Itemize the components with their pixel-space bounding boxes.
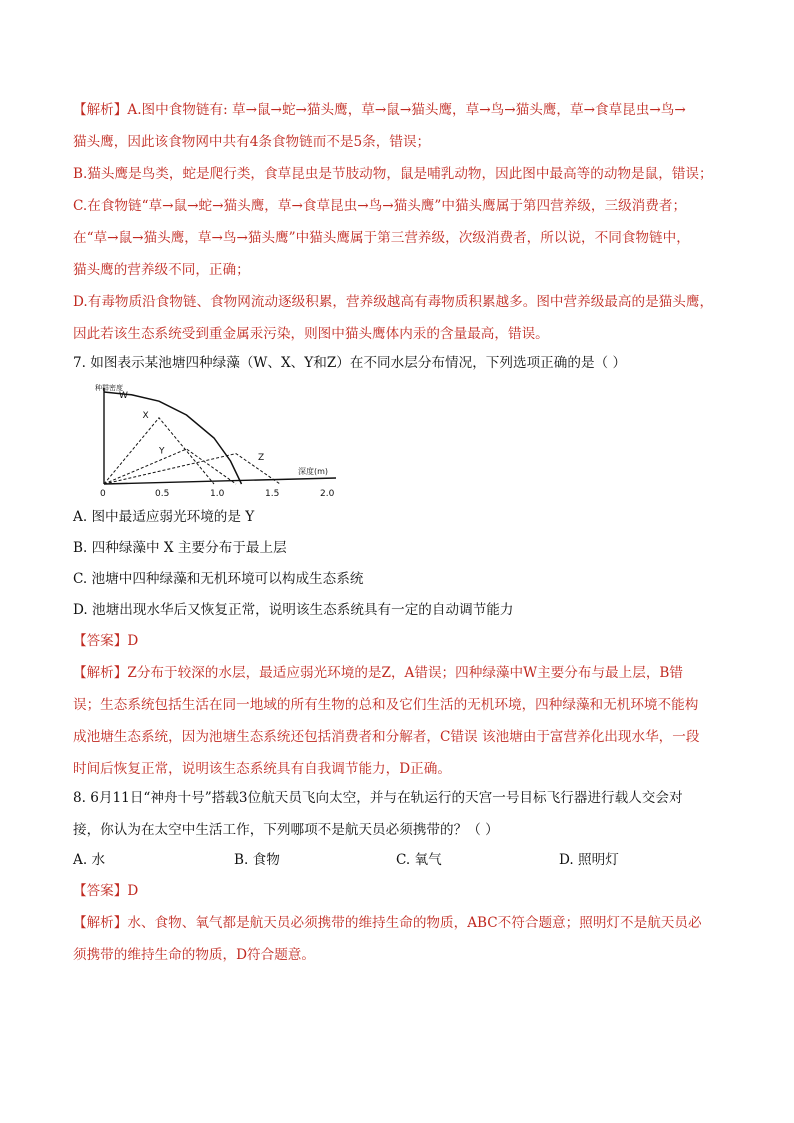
- q7-analysis-line-3: 成池塘生态系统，因为池塘生态系统还包括消费者和分解者，C错误 该池塘由于富营养化出现水华，一段: [73, 729, 700, 745]
- q8-option-c: C. 氧气: [396, 852, 442, 868]
- chart-x-tick-label: 0.5: [155, 489, 170, 498]
- q7-analysis-line-2: 误；生态系统包括生活在同一地域的所有生物的总和及它们生活的无机环境，四种绿藻和无机环境不能构: [73, 697, 699, 713]
- chart-x-axis: [104, 478, 336, 484]
- q6-analysis-line-3: B.猫头鹰是鸟类，蛇是爬行类，食草昆虫是节肢动物，鼠是哺乳动物，因此图中最高等的动物是鼠，错误；: [73, 166, 713, 182]
- analysis-tag: 【解析】: [73, 102, 128, 118]
- q8-stem-line-2: 接，你认为在太空中生活工作，下列哪项不是航天员必须携带的？（ ）: [73, 822, 499, 838]
- q8-option-d: D. 照明灯: [559, 852, 619, 868]
- analysis-tag: 【解析】: [73, 915, 128, 931]
- q8-answer: [73, 882, 138, 900]
- q7-analysis-line-4: 时间后恢复正常，说明该生态系统具有自我调节能力，D正确。: [73, 761, 451, 777]
- chart-x-ticks: [100, 489, 335, 498]
- q8-analysis-line-1: 【解析】水、食物、氧气都是航天员必须携带的维持生命的物质，ABC不符合题意；照明灯不是航天员必: [73, 915, 702, 931]
- q6-analysis-line-5: 在“草→鼠→猫头鹰，草→鸟→猫头鹰”中猫头鹰属于第三营养级，次级消费者，所以说，不同食物链中，: [73, 230, 690, 246]
- chart-series-w-label: W: [119, 391, 128, 401]
- q7-stem: 7. 如图表示某池塘四种绿藻（W、X、Y和Z）在不同水层分布情况，下列选项正确的是（ ）: [73, 355, 627, 371]
- chart-series-z-label: Z: [258, 453, 265, 464]
- q7-option-a: A. 图中最适应弱光环境的是 Y: [73, 509, 255, 525]
- q6-analysis-line-4: C.在食物链“草→鼠→蛇→猫头鹰，草→食草昆虫→鸟→猫头鹰”中猫头鹰属于第四营养级，三级消费者；: [73, 198, 687, 214]
- chart-x-tick-label: 1.0: [210, 489, 225, 498]
- analysis-tag: 【解析】: [73, 665, 128, 681]
- q7-answer: [73, 632, 138, 650]
- q7-answer-value: D: [127, 633, 139, 649]
- q6-analysis-line-8: 因此若该生态系统受到重金属汞污染，则图中猫头鹰体内汞的含量最高，错误。: [73, 326, 549, 342]
- q6-analysis-line-7: D.有毒物质沿食物链、食物网流动逐级积累，营养级越高有毒物质积累越多。图中营养级最高的是猫头鹰，: [73, 294, 714, 310]
- q6-analysis-line-2: 猫头鹰，因此该食物网中共有4条食物链而不是5条，错误；: [73, 134, 431, 150]
- q8-stem-line-1: 8. 6月11日“神舟十号”搭载3位航天员飞向太空，并与在轨运行的天宫一号目标飞行器进行载人交会对: [73, 790, 683, 806]
- chart-x-tick-label: 1.5: [265, 489, 280, 498]
- chart-x-tick-label: 0: [100, 489, 106, 498]
- algae-depth-chart: [92, 380, 342, 498]
- chart-series-y-line: [104, 446, 236, 484]
- q6-analysis-line-1: 【解析】A.图中食物链有: 草→鼠→蛇→猫头鹰，草→鼠→猫头鹰，草→鸟→猫头鹰，草→食草昆虫→鸟→: [73, 102, 686, 118]
- chart-x-tick-label: 2.0: [320, 489, 335, 498]
- answer-tag: 【答案】: [73, 883, 128, 899]
- q7-option-d: D. 池塘出现水华后又恢复正常，说明该生态系统具有一定的自动调节能力: [73, 602, 514, 618]
- chart-ylabel: 种群密度: [95, 384, 123, 392]
- q8-option-a: A. 水: [73, 852, 106, 868]
- q8-option-b: B. 食物: [234, 852, 280, 868]
- q8-analysis-line-2: 须携带的维持生命的物质，D符合题意。: [73, 947, 315, 963]
- chart-series-group: [104, 391, 280, 484]
- answer-tag: 【答案】: [73, 633, 128, 649]
- chart-series-y-label: Y: [159, 446, 165, 457]
- q6-analysis-line-6: 猫头鹰的营养级不同，正确；: [73, 262, 250, 278]
- q7-analysis-line-1: 【解析】Z分布于较深的水层，最适应弱光环境的是Z，A错误；四种绿藻中W主要分布与最上层，B错: [73, 665, 684, 681]
- chart-series-x-label: X: [142, 410, 149, 421]
- q8-answer-value: D: [127, 883, 139, 899]
- q7-option-c: C. 池塘中四种绿藻和无机环境可以构成生态系统: [73, 571, 364, 587]
- chart-series-w-line: [104, 392, 242, 484]
- chart-xlabel: 深度(m): [298, 467, 329, 476]
- q7-option-b: B. 四种绿藻中 X 主要分布于最上层: [73, 540, 287, 556]
